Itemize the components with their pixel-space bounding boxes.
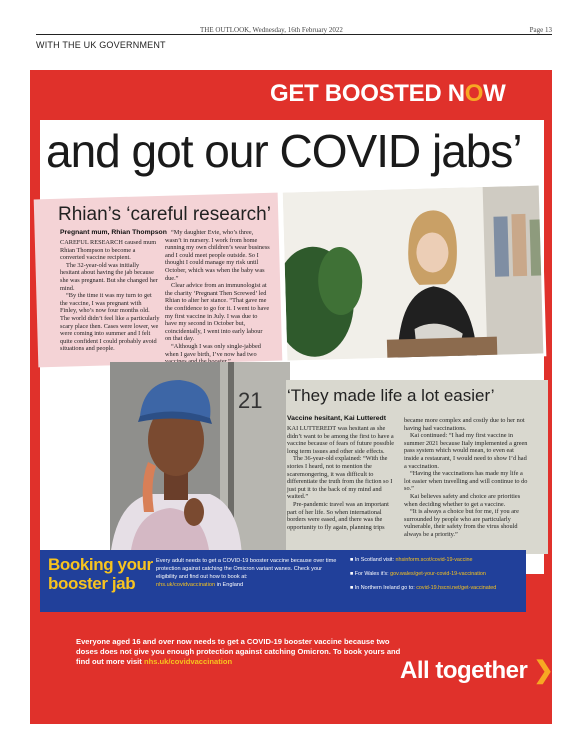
header-rule (36, 34, 552, 35)
story2-col2-para: “It is always a choice but for me, if you are surrounded by people who are particularly vulnerable, their safety from the virus should always be a priority.” (404, 508, 519, 538)
story1-col1-para: The 32-year-old was initially hesitant about having the jab because she was pregnant. But she changed her mind. (60, 261, 158, 292)
story2-col1-para: Pre-pandemic travel was an important part of her life. So when international borders were eased, and there was the opportunity to fly again, planning trips (287, 500, 389, 531)
ni-link-row: ■ In Northern Ireland go to: covid-19.hscni.net/get-vaccinated (350, 585, 497, 591)
story1-column-1 (60, 239, 160, 353)
story2-col2-para: Kai believes safety and choice are priorities when deciding whether to get a vaccine. (404, 492, 521, 508)
masthead: THE OUTLOOK, Wednesday, 16th February 2022 (200, 26, 343, 34)
story1-col1-para: CAREFUL RESEARCH caused mum Rhian Thompson to become a converted vaccine recipient. (60, 239, 157, 262)
chevron-right-icon: ❯ (533, 657, 554, 684)
ni-link[interactable]: covid-19.hscni.net/get-vaccinated (416, 585, 497, 591)
story1-byline: Pregnant mum, Rhian Thompson (60, 229, 167, 236)
story2-col2-para: became more complex and costly due to her not having had vaccinations. (404, 417, 525, 432)
story1-col2-para: Clear advice from an immunologist at the charity ‘Pregnant Then Screwed’ led Rhian to alter her stance. “That gave me the confidence to go for it. I went to have my first vaccine in July. I was due to have my second in October but, coincidentally, I went into early labour on that day. (165, 282, 270, 343)
story1-heading: Rhian’s ‘careful research’ (58, 204, 271, 225)
story2-heading: ‘They made life a lot easier’ (287, 386, 495, 405)
wales-link[interactable]: gov.wales/get-your-covid-19-vaccination (390, 571, 486, 577)
story1-column-2 (165, 229, 270, 366)
page-number: Page 13 (529, 26, 552, 34)
story2-column-2 (404, 417, 530, 539)
scotland-link-row: ■ In Scotland visit: nhsinform.scot/covid-19-vaccine (350, 557, 473, 563)
get-boosted-now-title: GET BOOSTED NOW (270, 80, 506, 107)
booking-regional-links (350, 557, 520, 599)
photo-rhian (280, 182, 547, 363)
section-label: WITH THE UK GOVERNMENT (36, 40, 166, 50)
footer-link[interactable]: nhs.uk/covidvaccination (143, 657, 233, 666)
story2-byline: Vaccine hesitant, Kai Lutteredt (287, 415, 386, 422)
house-number: 21 (238, 388, 263, 413)
story2-col1-para: The 36-year-old explained: “With the stories I heard, not to mention the scaremongering, it was difficult to differentiate the truth from the fiction so I just put it to the back of my mind and waited.” (287, 455, 393, 501)
booking-title: Booking your booster jab (48, 555, 153, 593)
all-together-logo: All together ❯ (400, 657, 554, 684)
wales-link-row: ■ For Wales it’s: gov.wales/get-your-covid-19-vaccination (350, 571, 486, 577)
story2-col1-para: KAI LUTTEREDT was hesitant as she didn’t want to be among the first to have a vaccine because of fears of future possible long term issues and other side effects. (287, 425, 394, 455)
photo-rhian-illustration (283, 185, 547, 363)
photo-kai (110, 362, 290, 558)
story2-col2-para: Kai continued: “I had my first vaccine in summer 2021 because Italy implemented a green pass system which would mean, to even eat inside a restaurant, I would need to show I’d had a vaccination. (404, 432, 528, 470)
story2-column-1 (287, 425, 399, 531)
footer-text: Everyone aged 16 and over now needs to get a COVID-19 booster vaccine because two doses does not give you enough protection against catching Omicron. To book yours and find out more visit nhs.uk/covidvaccination (76, 637, 401, 666)
running-header (0, 0, 580, 34)
story1-col2-para: “My daughter Evie, who’s three, wasn’t in nursery. I work from home running my own children’s wear business and I could meet people outside. So I thought I could manage my risk until October, which was when the baby was due.” (165, 229, 270, 282)
story2-col2-para: “Having the vaccinations has made my life a lot easier when travelling and will continue to do so.” (404, 470, 528, 493)
page-headline: and got our COVID jabs’ (46, 125, 522, 177)
booking-body: Every adult needs to get a COVID-19 booster vaccine because over time protection against catching the Omicron variant wanes. Check your eligibility and find out how to book at: nhs.uk/covidvaccination in England (156, 558, 337, 588)
scotland-link[interactable]: nhsinform.scot/covid-19-vaccine (395, 557, 473, 563)
booking-link-england[interactable]: nhs.uk/covidvaccination (156, 582, 216, 588)
photo-kai-illustration (110, 362, 290, 558)
story1-col1-para: “By the time it was my turn to get the vaccine, I was pregnant with Finley, who’s now four months old. The world didn’t feel like a particularly scary place then. Cases were lower, we were coming into summer and I felt quite confident I could probably avoid situations and people. (60, 292, 160, 353)
story1-col2-para: “Although I was only single-jabbed when I gave birth, I’ve now had two (165, 342, 261, 358)
